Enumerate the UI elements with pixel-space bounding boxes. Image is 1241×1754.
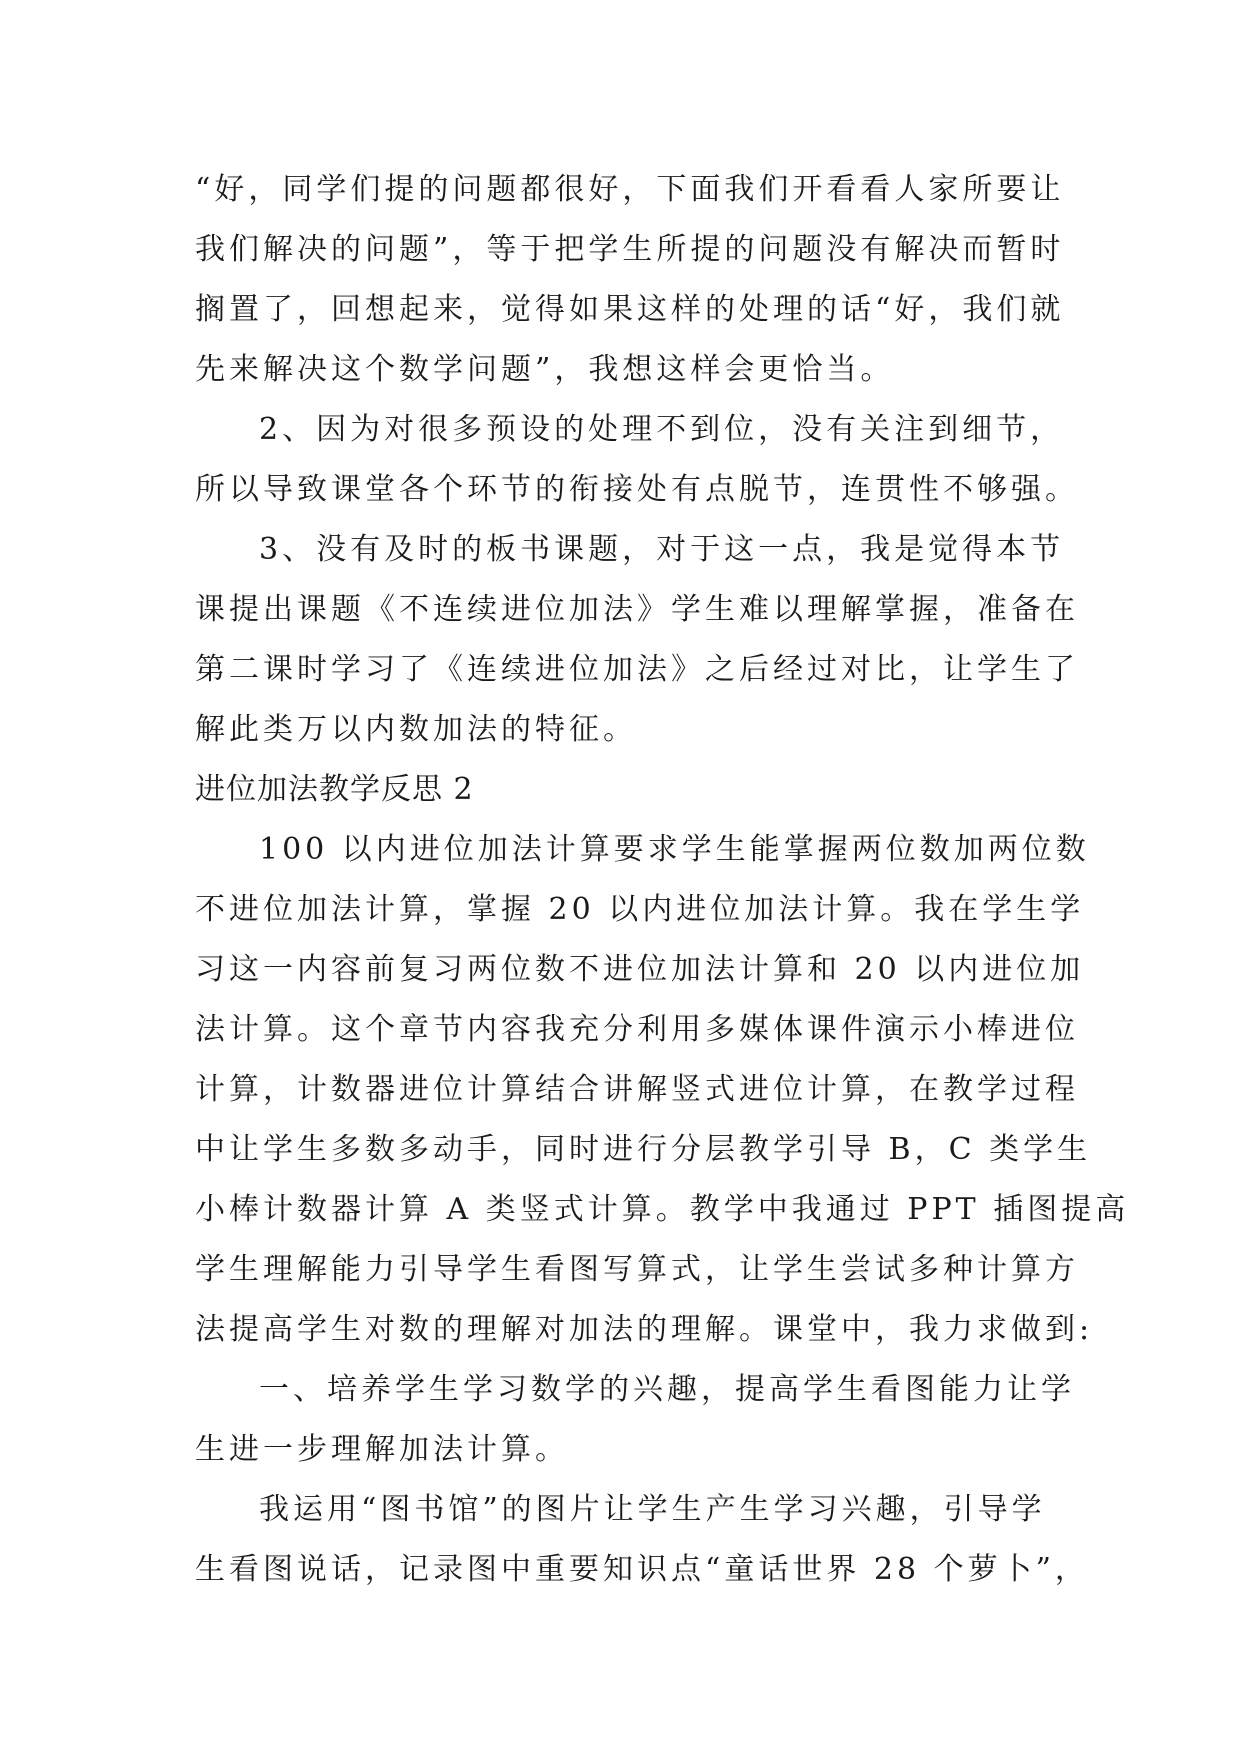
text-line: 我们解决的问题”，等于把学生所提的问题没有解决而暂时 [195,232,1065,267]
paragraph [195,160,1065,400]
text-line: 法计算。这个章节内容我充分利用多媒体课件演示小棒进位 [195,1012,1079,1047]
paragraph [195,520,1079,760]
text-line: 100 以内进位加法计算要求学生能掌握两位数加两位数 [259,832,1090,867]
text-line: 小棒计数器计算 A 类竖式计算。教学中我通过 PPT 插图提高 [195,1192,1130,1227]
text-line: 学生理解能力引导学生看图写算式，让学生尝试多种计算方 [195,1252,1079,1287]
text-line: 一、培养学生学习数学的兴趣，提高学生看图能力让学 [259,1372,1075,1407]
text-line: 第二课时学习了《连续进位加法》之后经过对比，让学生了 [195,652,1079,687]
document-body [195,160,1130,1600]
paragraph [195,1480,1089,1600]
section-title: 进位加法教学反思 2 [195,772,474,807]
paragraph [195,1360,1075,1480]
text-line: 生看图说话，记录图中重要知识点“童话世界 28 个萝卜”， [195,1552,1089,1587]
text-line: 课提出课题《不连续进位加法》学生难以理解掌握，准备在 [195,592,1079,627]
text-line: 中让学生多数多动手，同时进行分层教学引导 B，C 类学生 [195,1132,1092,1167]
text-line: “好，同学们提的问题都很好，下面我们开看看人家所要让 [195,172,1065,207]
text-line: 我运用“图书馆”的图片让学生产生学习兴趣，引导学 [259,1492,1046,1527]
paragraph [195,400,1079,520]
text-line: 生进一步理解加法计算。 [195,1432,569,1467]
text-line: 计算，计数器进位计算结合讲解竖式进位计算，在教学过程 [195,1072,1079,1107]
text-line: 法提高学生对数的理解对加法的理解。课堂中，我力求做到: [195,1312,1094,1347]
text-line: 搁置了，回想起来，觉得如果这样的处理的话“好，我们就 [195,292,1065,327]
paragraph [195,820,1130,1360]
text-line: 不进位加法计算，掌握 20 以内进位加法计算。我在学生学 [195,892,1085,927]
text-line: 所以导致课堂各个环节的衔接处有点脱节，连贯性不够强。 [195,472,1079,507]
text-line: 解此类万以内数加法的特征。 [195,712,637,747]
text-line: 习这一内容前复习两位数不进位加法计算和 20 以内进位加 [195,952,1085,987]
text-line: 2、因为对很多预设的处理不到位，没有关注到细节， [259,412,1065,447]
text-line: 先来解决这个数学问题”，我想这样会更恰当。 [195,352,895,387]
text-line: 3、没有及时的板书课题，对于这一点，我是觉得本节 [259,532,1065,567]
